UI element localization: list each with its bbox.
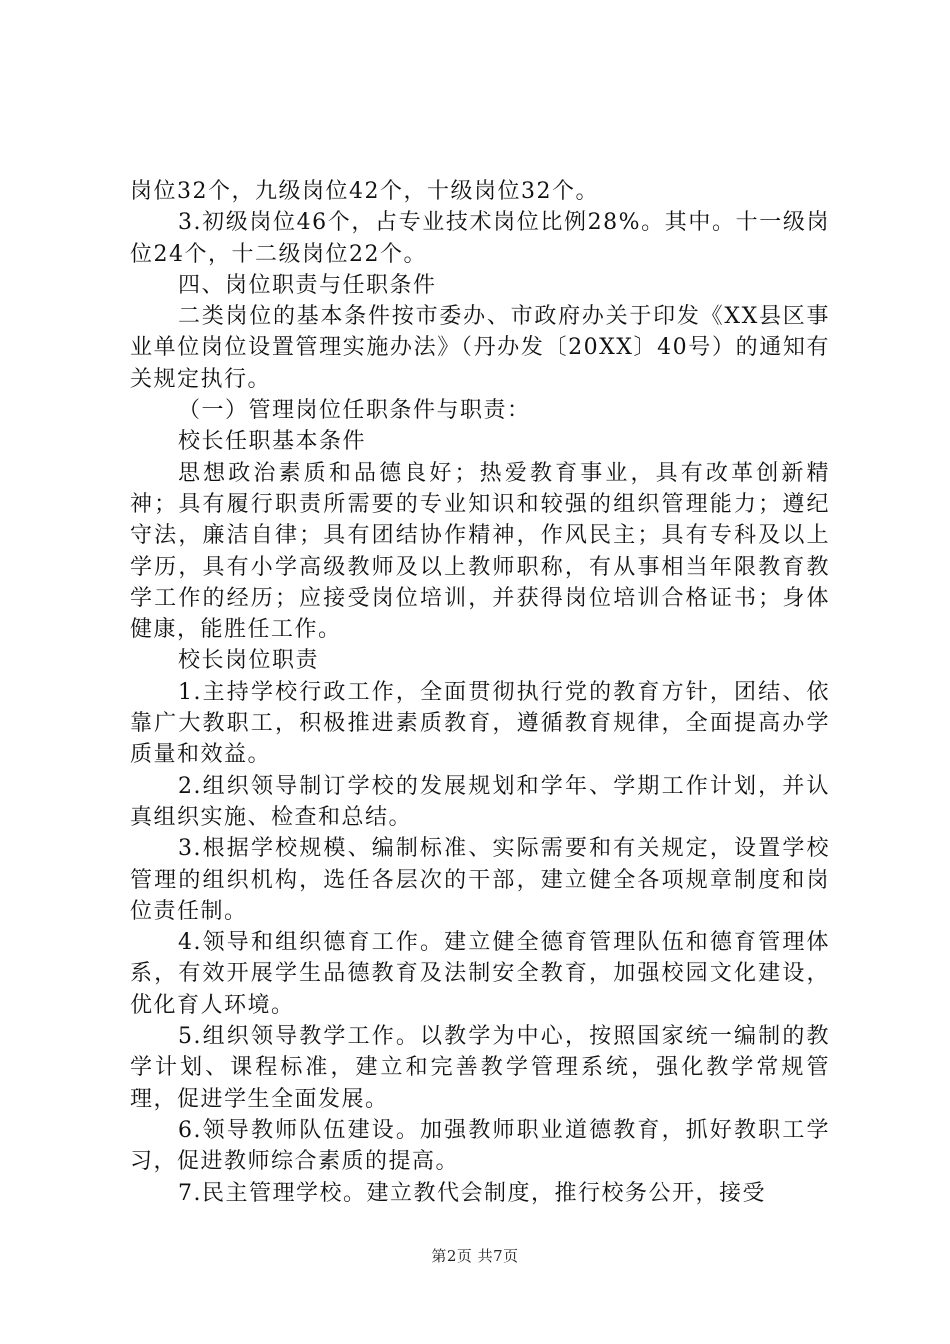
section-heading-4: 四、岗位职责与任职条件 (178, 272, 437, 298)
duty-item-3: 3.根据学校规模、编制标准、实际需要和有关规定，设置学校管理的组织机构，选任各层次的干部，建立健全各项规章制度和岗位责任制。 (130, 836, 830, 924)
duty-item-4: 4.领导和组织德育工作。建立健全德育管理队伍和德育管理体系，有效开展学生品德教育及法制安全教育，加强校园文化建设，优化育人环境。 (130, 930, 830, 1018)
duty-item-7: 7.民主管理学校。建立教代会制度，推行校务公开，接受 (178, 1180, 766, 1206)
heading-principal-duties: 校长岗位职责 (178, 648, 320, 674)
duty-item-5: 5.组织领导教学工作。以教学为中心，按照国家统一编制的教学计划、课程标准，建立和完善教学管理系统，强化教学常规管理，促进学生全面发展。 (130, 1024, 830, 1112)
duty-item-6: 6.领导教师队伍建设。加强教师职业道德教育，抓好教职工学习，促进教师综合素质的提高。 (130, 1117, 830, 1175)
paragraph-4: 二类岗位的基本条件按市委办、市政府办关于印发《XX县区事业单位岗位设置管理实施办法》（丹办发〔20XX〕40号）的通知有关规定执行。 (130, 304, 830, 392)
paragraph-qualifications: 思想政治素质和品德良好；热爱教育事业，具有改革创新精神；具有履行职责所需要的专业知识和较强的组织管理能力；遵纪守法，廉洁自律；具有团结协作精神，作风民主；具有专科及以上学历，具有小学高级教师及以上教师职称，有从事相当年限教育教学工作的经历；应接受岗位培训，并获得岗位培训合格证书；身体健康，能胜任工作。 (130, 460, 830, 643)
duty-item-1: 1.主持学校行政工作，全面贯彻执行党的教育方针，团结、依靠广大教职工，积极推进素质教育，遵循教育规律，全面提高办学质量和效益。 (130, 679, 830, 768)
subsection-heading-1: （一）管理岗位任职条件与职责： (178, 398, 531, 424)
page-footer: 第2页 共7页 (431, 1247, 519, 1265)
paragraph-1: 岗位32个，九级岗位42个，十级岗位32个。 (130, 179, 599, 204)
duty-item-2: 2.组织领导制订学校的发展规划和学年、学期工作计划，并认真组织实施、检查和总结。 (130, 773, 830, 830)
heading-principal-qualifications: 校长任职基本条件 (178, 429, 367, 455)
document-body (130, 176, 830, 1209)
paragraph-2: 3.初级岗位46个，占专业技术岗位比例28%。其中。十一级岗位24个，十二级岗位22个。 (130, 210, 830, 267)
